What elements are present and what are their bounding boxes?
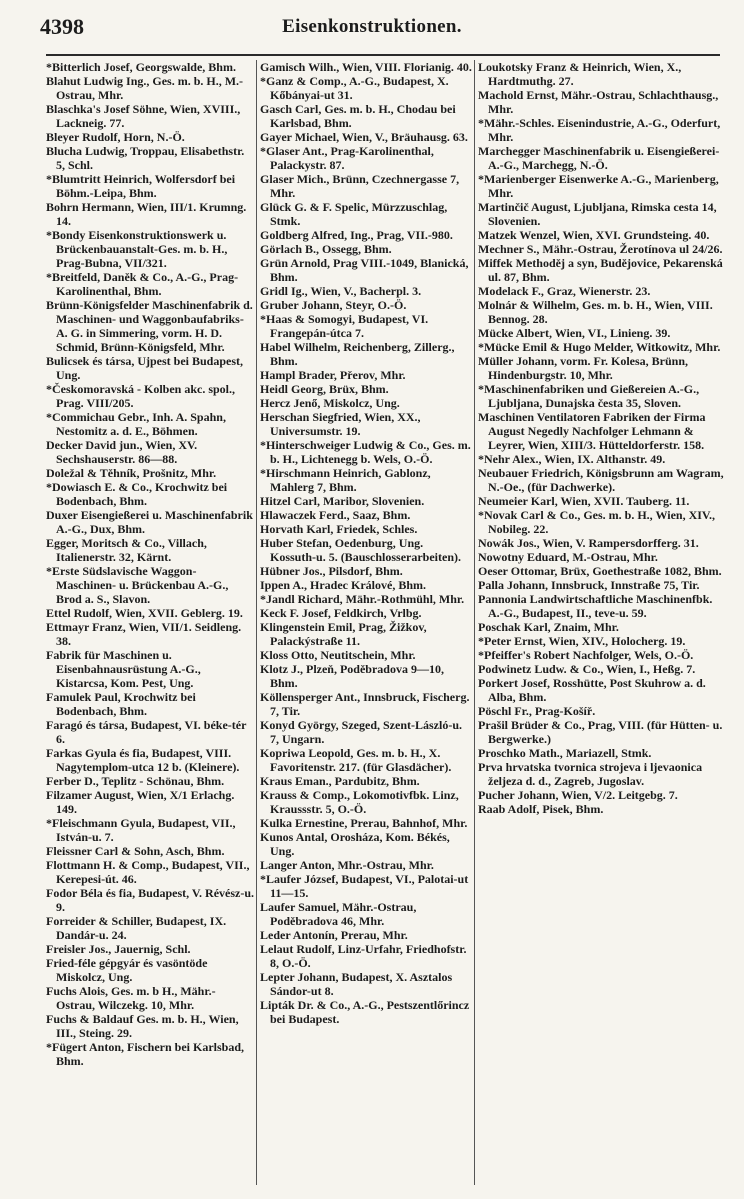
column-2 [260, 60, 472, 1185]
directory-entry: Freisler Jos., Jauernig, Schl. [46, 942, 191, 956]
directory-entry: Glück G. & F. Spelic, Mürzzuschlag, Stmk. [260, 200, 448, 228]
page-number: 4398 [40, 14, 84, 39]
directory-entry: Filzamer August, Wien, X/1 Erlachg. 149. [46, 788, 235, 816]
directory-entry: Glaser Mich., Brünn, Czechnergasse 7, Mhr. [260, 172, 460, 200]
directory-entry: Grün Arnold, Prag VIII.-1049, Blanická, Bhm. [260, 256, 469, 284]
directory-entry: Langer Anton, Mhr.-Ostrau, Mhr. [260, 858, 434, 872]
directory-entry: Flottmann H. & Comp., Budapest, VII., Kerepesi-út. 46. [46, 858, 250, 886]
directory-entry: Porkert Josef, Rosshütte, Post Skuhrow a. d. Alba, Bhm. [478, 676, 706, 704]
directory-entry: Proschko Math., Mariazell, Stmk. [478, 746, 652, 760]
directory-entry: Oeser Ottomar, Brüx, Goethestraße 1082, Bhm. [478, 564, 722, 578]
page-header [40, 14, 704, 40]
directory-entry: Lipták Dr. & Co., A.-G., Pestszentlőrincz bei Budapest. [260, 998, 470, 1026]
directory-entry: *Českomoravská - Kolben akc. spol., Prag. VIII/205. [46, 382, 236, 410]
directory-entry: Leder Antonín, Prerau, Mhr. [260, 928, 408, 942]
directory-entry: Ferber D., Teplitz - Schönau, Bhm. [46, 774, 225, 788]
directory-entry: *Bitterlich Josef, Georgswalde, Bhm. [46, 60, 236, 74]
directory-entry: Poschak Karl, Znaim, Mhr. [478, 620, 619, 634]
directory-entry: Marchegger Maschinenfabrik u. Eisengießerei-A.-G., Marchegg, N.-Ö. [478, 144, 720, 172]
directory-entry: Fuchs & Baldauf Ges. m. b. H., Wien, III., Steing. 29. [46, 1012, 239, 1040]
directory-entry: *Blumtritt Heinrich, Wolfersdorf bei Böhm.-Leipa, Bhm. [46, 172, 236, 200]
directory-entry: Palla Johann, Innsbruck, Innstraße 75, Tir. [478, 578, 700, 592]
directory-entry: Nowotny Eduard, M.-Ostrau, Mhr. [478, 550, 658, 564]
directory-entry: Nowák Jos., Wien, V. Rampersdorfferg. 31. [478, 536, 699, 550]
directory-entry: Laufer Samuel, Mähr.-Ostrau, Poděbradova 46, Mhr. [260, 900, 417, 928]
directory-entry: *Erste Südslavische Waggon-Maschinen- u. Brückenbau A.-G., Brod a. S., Slavon. [46, 564, 229, 606]
directory-entry: *Dowiasch E. & Co., Krochwitz bei Bodenbach, Bhm. [46, 480, 228, 508]
directory-entry: Prva hrvatska tvornica strojeva i ljevaonica željeza d. d., Zagreb, Jugoslav. [478, 760, 703, 788]
directory-entry: Kunos Antal, Orosháza, Kom. Békés, Ung. [260, 830, 450, 858]
page-title: Eisenkonstruktionen. [282, 16, 462, 37]
directory-entry: Duxer Eisengießerei u. Maschinenfabrik A.-G., Dux, Bhm. [46, 508, 253, 536]
directory-entry: *Laufer József, Budapest, VI., Palotai-ut 11—15. [260, 872, 469, 900]
directory-entry: Miffek Methoděj a syn, Budějovice, Pekarenská ul. 87, Bhm. [478, 256, 723, 284]
directory-entry: Lepter Johann, Budapest, X. Asztalos Sándor-ut 8. [260, 970, 453, 998]
directory-entry: Hitzel Carl, Maribor, Slovenien. [260, 494, 425, 508]
directory-entry: Neumeier Karl, Wien, XVII. Tauberg. 11. [478, 494, 690, 508]
directory-entry: Fuchs Alois, Ges. m. b H., Mähr.-Ostrau, Wilczekg. 10, Mhr. [46, 984, 216, 1012]
directory-entry: Herschan Siegfried, Wien, XX., Universumstr. 19. [260, 410, 421, 438]
directory-entry: Gasch Carl, Ges. m. b. H., Chodau bei Karlsbad, Bhm. [260, 102, 456, 130]
directory-entry: Huber Stefan, Oedenburg, Ung. Kossuth-u. 5. (Bauschlosserarbeiten). [260, 536, 462, 564]
directory-entry: Hampl Brader, Přerov, Mhr. [260, 368, 406, 382]
directory-entry: Raab Adolf, Pisek, Bhm. [478, 802, 604, 816]
directory-entry: Mücke Albert, Wien, VI., Linieng. 39. [478, 326, 671, 340]
directory-entry: *Mücke Emil & Hugo Melder, Witkowitz, Mhr. [478, 340, 721, 354]
directory-entry: *Hinterschweiger Ludwig & Co., Ges. m. b. H., Lichtenegg b. Wels, O.-Ö. [260, 438, 471, 466]
directory-entry: *Nehr Alex., Wien, IX. Althanstr. 49. [478, 452, 666, 466]
directory-entry: Molnár & Wilhelm, Ges. m. b. H., Wien, VIII. Bennog. 28. [478, 298, 713, 326]
column-3 [478, 60, 724, 1185]
directory-entry: Kopriwa Leopold, Ges. m. b. H., X. Favoritenstr. 217. (für Glasdächer). [260, 746, 452, 774]
directory-entry: Heidl Georg, Brüx, Bhm. [260, 382, 389, 396]
directory-entry: Pucher Johann, Wien, V/2. Leitgebg. 7. [478, 788, 678, 802]
directory-entry: Farkas Gyula és fia, Budapest, VIII. Nagytemplom-utca 12 b. (Kleinere). [46, 746, 240, 774]
directory-entry: Machold Ernst, Mähr.-Ostrau, Schlachthausg., Mhr. [478, 88, 719, 116]
directory-entry: Gruber Johann, Steyr, O.-Ö. [260, 298, 407, 312]
directory-entry: Modelack F., Graz, Wienerstr. 23. [478, 284, 651, 298]
column-divider [256, 60, 257, 1185]
directory-entry: *Commichau Gebr., Inh. A. Spahn, Nestomitz a. d. E., Böhmen. [46, 410, 226, 438]
directory-entry: Kloss Otto, Neutitschein, Mhr. [260, 648, 416, 662]
directory-entry: Faragó és társa, Budapest, VI. béke-tér 6. [46, 718, 247, 746]
directory-entry: Konyd György, Szeged, Szent-László-u. 7, Ungarn. [260, 718, 463, 746]
directory-entry: *Fleischmann Gyula, Budapest, VII., István-u. 7. [46, 816, 236, 844]
directory-entry: *Peter Ernst, Wien, XIV., Holocherg. 19. [478, 634, 686, 648]
directory-entry: Kulka Ernestine, Prerau, Bahnhof, Mhr. [260, 816, 468, 830]
directory-entry: Krauss & Comp., Lokomotivfbk. Linz, Kraussstr. 5, O.-Ö. [260, 788, 459, 816]
directory-entry: Klotz J., Plzeň, Poděbradova 9—10, Bhm. [260, 662, 444, 690]
directory-entry: Bleyer Rudolf, Horn, N.-Ö. [46, 130, 185, 144]
directory-entry: Decker David jun., Wien, XV. Sechshauserstr. 86—88. [46, 438, 198, 466]
directory-entry: Hübner Jos., Pilsdorf, Bhm. [260, 564, 403, 578]
directory-entry: Podwinetz Ludw. & Co., Wien, I., Heßg. 7. [478, 662, 696, 676]
directory-entry: Horvath Karl, Friedek, Schles. [260, 522, 418, 536]
directory-entry: Loukotsky Franz & Heinrich, Wien, X., Hardtmuthg. 27. [478, 60, 682, 88]
directory-entry: Goldberg Alfred, Ing., Prag, VII.-980. [260, 228, 453, 242]
directory-entry: Martinčič August, Ljubljana, Rimska cesta 14, Slovenien. [478, 200, 717, 228]
directory-entry: Fleissner Carl & Sohn, Asch, Bhm. [46, 844, 225, 858]
directory-entry: Bulicsek és társa, Ujpest bei Budapest, Ung. [46, 354, 244, 382]
directory-entry: *Ganz & Comp., A.-G., Budapest, X. Kőbányai-ut 31. [260, 74, 449, 102]
directory-entry: *Bondy Eisenkonstruktionswerk u. Brückenbauanstalt-Ges. m. b. H., Prag-Bubna, VII/321. [46, 228, 228, 270]
directory-entry: Brünn-Königsfelder Maschinenfabrik d. Maschinen- und Waggonbaufabriks-A. G. in Simmering, vorm. H. D. Schmid, Brünn-Königsfeld, Mhr. [46, 298, 253, 354]
directory-entry: *Pfeiffer's Robert Nachfolger, Wels, O.-Ö. [478, 648, 694, 662]
directory-entry: *Novak Carl & Co., Ges. m. b. H., Wien, XIV., Nobileg. 22. [478, 508, 716, 536]
directory-entry: Blaschka's Josef Söhne, Wien, XVIII., Lackneig. 77. [46, 102, 241, 130]
directory-entry: Maschinen Ventilatoren Fabriken der Firma August Negedly Nachfolger Lehmann & Leyrer, Wien, XIII/3. Hütteldorferstr. 158. [478, 410, 706, 452]
directory-entry: Famulek Paul, Krochwitz bei Bodenbach, Bhm. [46, 690, 196, 718]
header-rule [46, 54, 720, 56]
column-1 [46, 60, 254, 1185]
directory-entry: Habel Wilhelm, Reichenberg, Zillerg., Bhm. [260, 340, 455, 368]
directory-entry: *Maschinenfabriken und Gießereien A.-G., Ljubljana, Dunajska česta 35, Sloven. [478, 382, 700, 410]
directory-entry: Hlawaczek Ferd., Saaz, Bhm. [260, 508, 411, 522]
directory-entry: Forreider & Schiller, Budapest, IX. Dandár-u. 24. [46, 914, 227, 942]
directory-entry: *Jandl Richard, Mähr.-Rothmühl, Mhr. [260, 592, 465, 606]
directory-entry: Neubauer Friedrich, Königsbrunn am Wagram, N.-Oe., (für Dachwerke). [478, 466, 724, 494]
directory-entry: Blucha Ludwig, Troppau, Elisabethstr. 5, Schl. [46, 144, 245, 172]
directory-entry: *Mähr.-Schles. Eisenindustrie, A.-G., Oderfurt, Mhr. [478, 116, 721, 144]
directory-entry: Kraus Eman., Pardubitz, Bhm. [260, 774, 420, 788]
directory-entry: *Glaser Ant., Prag-Karolinenthal, Palackystr. 87. [260, 144, 434, 172]
directory-entry: Prašil Brüder & Co., Prag, VIII. (für Hütten- u. Bergwerke.) [478, 718, 723, 746]
directory-entry: Hercz Jenő, Miskolcz, Ung. [260, 396, 400, 410]
directory-entry: Ettmayr Franz, Wien, VII/1. Seidleng. 38. [46, 620, 242, 648]
directory-entry: Matzek Wenzel, Wien, XVI. Grundsteing. 40. [478, 228, 710, 242]
column-divider [474, 60, 475, 1185]
directory-entry: Fried-féle gépgyár és vasöntöde Miskolcz, Ung. [46, 956, 208, 984]
directory-columns [46, 60, 724, 1190]
directory-entry: Lelaut Rudolf, Linz-Urfahr, Friedhofstr. 8, O.-Ö. [260, 942, 467, 970]
directory-entry: Mechner S., Mähr.-Ostrau, Žerotínova ul 24/26. [478, 242, 723, 256]
directory-entry: Ettel Rudolf, Wien, XVII. Geblerg. 19. [46, 606, 243, 620]
directory-entry: Blahut Ludwig Ing., Ges. m. b. H., M.-Ostrau, Mhr. [46, 74, 244, 102]
directory-entry: *Fügert Anton, Fischern bei Karlsbad, Bhm. [46, 1040, 245, 1068]
directory-entry: Klingenstein Emil, Prag, Žižkov, Palackýstraße 11. [260, 620, 427, 648]
directory-entry: Gridl Ig., Wien, V., Bacherpl. 3. [260, 284, 422, 298]
directory-entry: Doležal & Těhník, Prošnitz, Mhr. [46, 466, 217, 480]
directory-entry: Pannonia Landwirtschaftliche Maschinenfbk. A.-G., Budapest, II., teve-u. 59. [478, 592, 713, 620]
directory-entry: Köllensperger Ant., Innsbruck, Fischerg. 7, Tir. [260, 690, 470, 718]
directory-entry: Müller Johann, vorm. Fr. Kolesa, Brünn, Hindenburgstr. 10, Mhr. [478, 354, 689, 382]
directory-entry: Bohrn Hermann, Wien, III/1. Krumng. 14. [46, 200, 247, 228]
directory-entry: *Hirschmann Heinrich, Gablonz, Mahlerg 7, Bhm. [260, 466, 431, 494]
directory-entry: Gamisch Wilh., Wien, VIII. Florianig. 40. [260, 60, 472, 74]
directory-entry: Gayer Michael, Wien, V., Bräuhausg. 63. [260, 130, 468, 144]
directory-entry: Keck F. Josef, Feldkirch, Vrlbg. [260, 606, 422, 620]
directory-entry: Fodor Béla és fia, Budapest, V. Révész-u. 9. [46, 886, 254, 914]
directory-entry: Egger, Moritsch & Co., Villach, Italienerstr. 32, Kärnt. [46, 536, 207, 564]
directory-entry: *Haas & Somogyi, Budapest, VI. Frangepán-útca 7. [260, 312, 429, 340]
directory-entry: *Marienberger Eisenwerke A.-G., Marienberg, Mhr. [478, 172, 719, 200]
directory-entry: Ippen A., Hradec Králové, Bhm. [260, 578, 427, 592]
directory-entry: Fabrik für Maschinen u. Eisenbahnausrüstung A.-G., Kistarcsa, Kom. Pest, Ung. [46, 648, 201, 690]
directory-entry: Görlach B., Ossegg, Bhm. [260, 242, 392, 256]
directory-entry: *Breitfeld, Daněk & Co., A.-G., Prag-Karolinenthal, Bhm. [46, 270, 239, 298]
directory-entry: Pöschl Fr., Prag-Košíř. [478, 704, 596, 718]
